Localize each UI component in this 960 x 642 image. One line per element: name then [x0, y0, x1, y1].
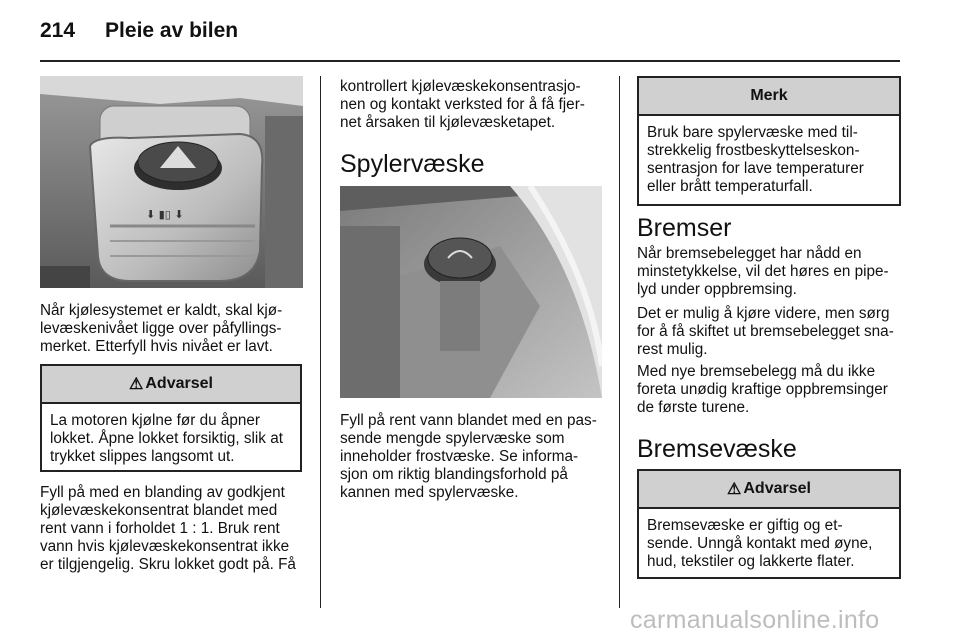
- warning-title: Advarsel: [145, 375, 213, 392]
- column-divider-2: [619, 76, 620, 608]
- coolant-reservoir-photo: [40, 76, 303, 288]
- note-box: [637, 76, 901, 206]
- brakes-paragraph-3: Med nye bremsebelegg må du ikke foreta unødig kraftige oppbremsinger de første turene.: [637, 363, 888, 416]
- page-number: 214: [40, 19, 76, 42]
- coolant-warning-box: [40, 364, 302, 472]
- note-text: Bruk bare spylervæske med til- strekkelig frostbeskyttelseskon- sentrasjon for lave temperaturer eller brått temperaturfall.: [647, 124, 864, 195]
- brakes-heading: Bremser: [637, 214, 732, 242]
- watermark: carmanualsonline.info: [630, 606, 880, 634]
- warning-text: La motoren kjølne før du åpner lokket. Åpne lokket forsiktig, slik at trykket slippes langsomt ut.: [50, 412, 283, 465]
- warning-triangle-icon: ⚠: [727, 481, 742, 498]
- coolant-check-paragraph: kontrollert kjølevæskekonsentrasjo- nen og kontakt verksted for å få fjer- net årsaken til kjølevæsketapet.: [340, 78, 585, 131]
- brakes-paragraph-2: Det er mulig å kjøre videre, men sørg for å få skiftet ut bremsebelegget sna- rest mulig.: [637, 305, 894, 358]
- column-divider-1: [320, 76, 321, 608]
- warning-text: Bremsevæske er giftig og et- sende. Unngå kontakt med øyne, hud, tekstiler og lakkerte flater.: [647, 517, 873, 570]
- washer-fluid-heading: Spylervæske: [340, 150, 485, 178]
- brake-fluid-heading: Bremsevæske: [637, 435, 797, 463]
- washer-fluid-paragraph: Fyll på rent vann blandet med en pas- sende mengde spylervæske som inneholder frostvæske. Se informa- sjon om riktig blandingsforhold på kannen med spylervæske.: [340, 412, 597, 501]
- page-title: Pleie av bilen: [105, 19, 239, 42]
- brakes-paragraph-1: Når bremsebelegget har nådd en minstetykkelse, vil det høres en pipe- lyd under oppbremsing.: [637, 245, 889, 298]
- washer-fluid-photo: [340, 186, 602, 398]
- warning-title: Advarsel: [743, 480, 811, 497]
- coolant-mix-paragraph: Fyll på med en blanding av godkjent kjølevæskekonsentrat blandet med rent vann i forholdet 1 : 1. Bruk rent vann hvis kjølevæskekonsentrat ikke er tilgjengelig. Skru lokket godt på. Få: [40, 484, 296, 573]
- header-rule: [40, 60, 900, 62]
- svg-text:⬇ ▮▯ ⬇: ⬇ ▮▯ ⬇: [146, 208, 184, 221]
- note-title: Merk: [639, 78, 899, 116]
- brake-fluid-warning-box: [637, 469, 901, 579]
- page-header: [40, 19, 238, 43]
- coolant-level-paragraph: Når kjølesystemet er kaldt, skal kjø- levæskenivået ligge over påfyllings- merket. Etterfyll hvis nivået er lavt.: [40, 302, 283, 355]
- warning-triangle-icon: ⚠: [129, 376, 144, 393]
